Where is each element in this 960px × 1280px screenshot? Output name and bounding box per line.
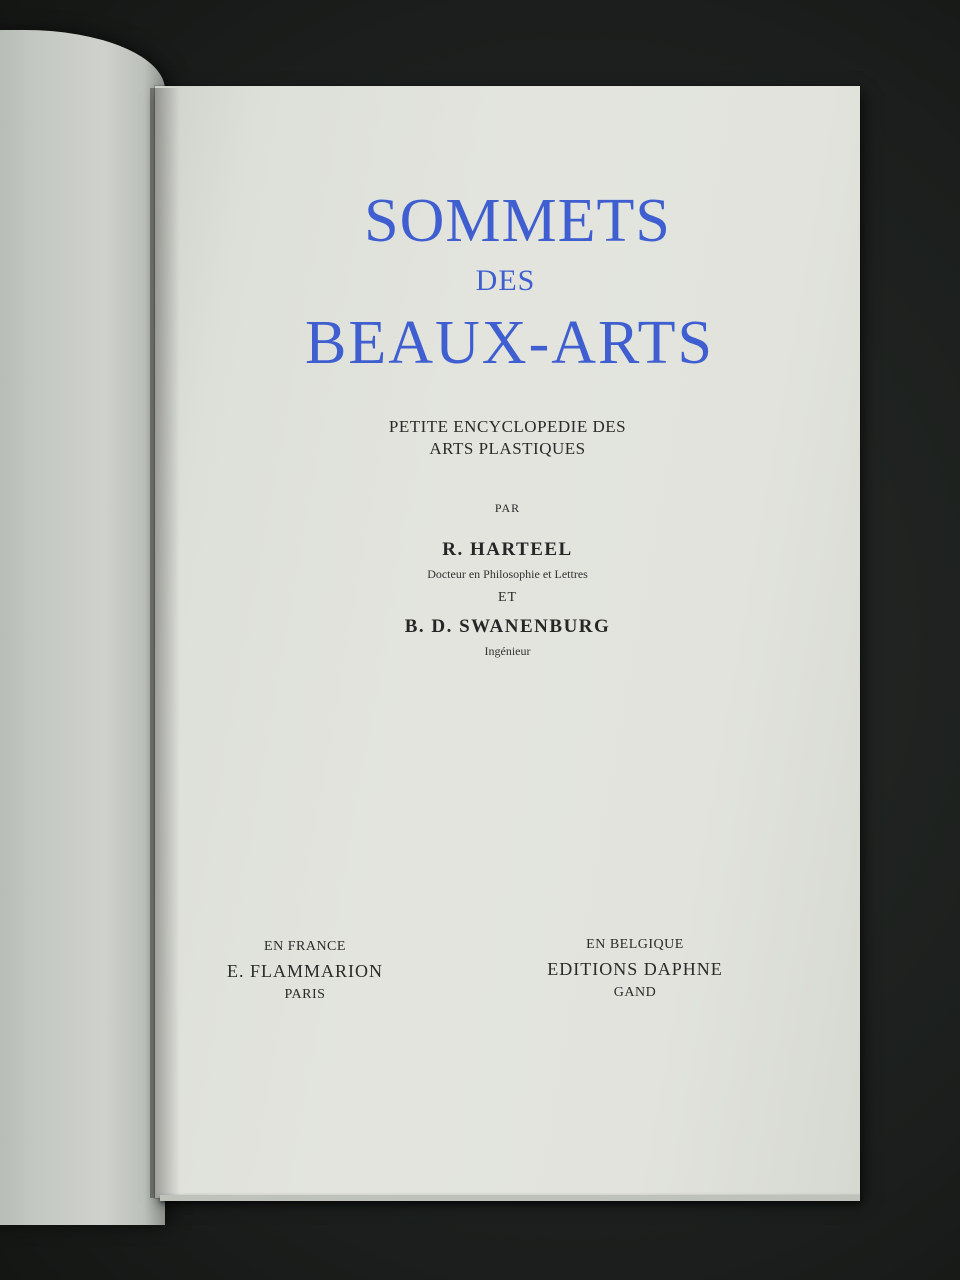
title-line-1: SOMMETS	[364, 187, 671, 255]
author-name-1: R. HARTEEL	[442, 539, 573, 560]
publisher-city: PARIS	[284, 987, 326, 1002]
publisher-belgium	[505, 934, 765, 1004]
author-name-2: B. D. SWANENBURG	[404, 616, 611, 637]
title-page	[155, 86, 860, 1198]
and-label: ET	[497, 590, 518, 605]
publisher-city: GAND	[613, 985, 657, 1000]
author-role-1: Docteur en Philosophie et Lettres	[427, 567, 588, 581]
publisher-name: EDITIONS DAPHNE	[547, 959, 723, 979]
title-line-3: BEAUX-ARTS	[305, 309, 714, 377]
subtitle-line-1: PETITE ENCYCLOPEDIE DES	[388, 417, 627, 436]
page-gutter-shadow	[150, 88, 180, 1198]
title-line-2: DES	[475, 264, 536, 297]
publisher-country: EN BELGIQUE	[586, 937, 684, 952]
author-role-2: Ingénieur	[484, 644, 531, 658]
publisher-name: E. FLAMMARION	[226, 961, 383, 981]
subtitle	[155, 416, 860, 460]
page-edge	[160, 1195, 860, 1201]
left-page	[0, 30, 165, 1225]
subtitle-line-2: ARTS PLASTIQUES	[429, 439, 586, 458]
publisher-france	[175, 936, 435, 1006]
publisher-country: EN FRANCE	[264, 939, 346, 954]
by-label: PAR	[494, 501, 521, 515]
